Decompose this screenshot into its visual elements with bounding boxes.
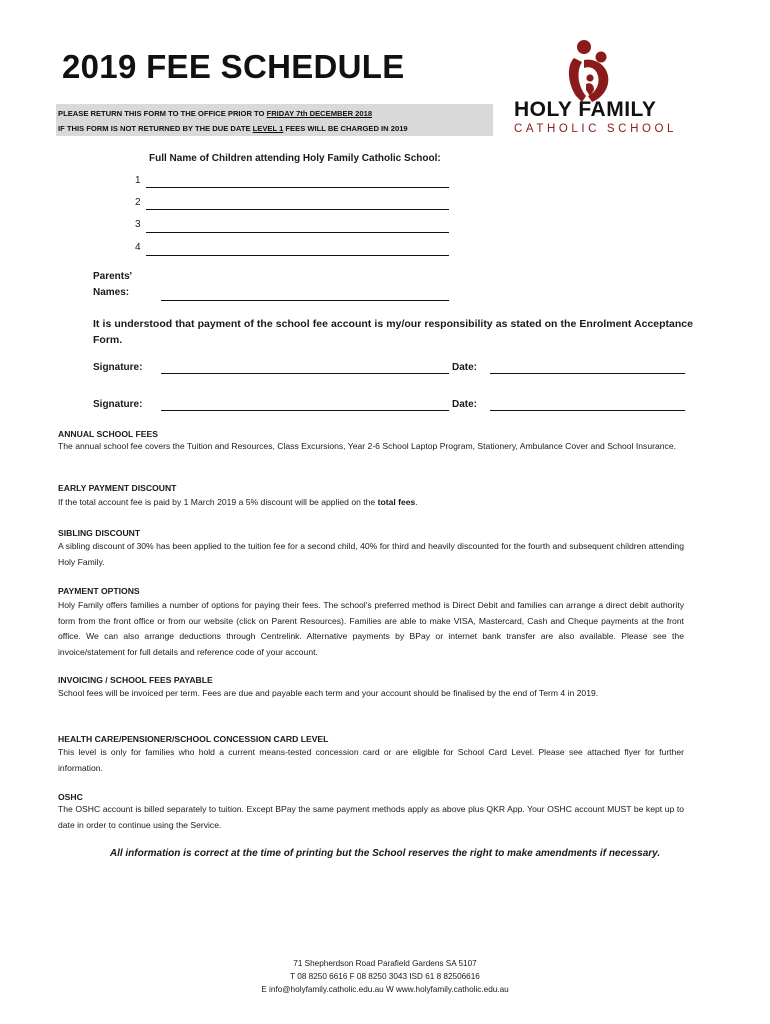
child-name-field-4[interactable]: [146, 255, 449, 256]
holy-family-figure-icon: [560, 38, 620, 106]
child-name-field-2[interactable]: [146, 209, 449, 210]
acknowledgement-text: It is understood that payment of the school fee account is my/our responsibility as stated on the Enrolment Acceptance Form.: [93, 318, 693, 346]
payment-options-body: Holy Family offers families a number of options for paying their fees. The school's preferred method is Direct Debit and families can arrange a direct debit authority form from the front office or from our website (click on Parent Resources). Families are able to make VISA, Mastercard, Cash and Cheque payments at the front office. We can also arrange deductions through Centrelink. Alternative payments by BPay or internet bank transfer are also available. Please see the invoice/statement for full details and reference code of your account.: [58, 600, 684, 657]
signature-label: Signature:: [93, 362, 143, 373]
invoicing-heading: INVOICING / SCHOOL FEES PAYABLE: [58, 675, 213, 685]
child-number: 1: [135, 175, 141, 186]
signature-field-2[interactable]: [161, 410, 449, 411]
child-number: 3: [135, 219, 141, 230]
sibling-discount-heading: SIBLING DISCOUNT: [58, 528, 141, 538]
fee-level: LEVEL 1: [252, 124, 284, 133]
return-notice-line-1: [58, 109, 372, 118]
children-label: Full Name of Children attending Holy Family Catholic School:: [149, 153, 441, 164]
payment-options-heading: PAYMENT OPTIONS: [58, 586, 140, 596]
oshc-body: The OSHC account is billed separately to tuition. Except BPay the same payment methods apply as above plus QKR App. Your OSHC account MUST be kept up to date in order to continue using the Service.: [58, 804, 684, 830]
parents-label-2: Names:: [93, 287, 130, 298]
due-date: FRIDAY 7th DECEMBER 2018: [266, 109, 373, 118]
total-fees-emphasis: total fees: [377, 497, 416, 507]
early-payment-heading: EARLY PAYMENT DISCOUNT: [58, 483, 177, 493]
logo-wordmark: HOLY FAMILY: [514, 98, 657, 121]
early-payment-text: If the total account fee is paid by 1 March 2019 a 5% discount will be applied on the: [58, 497, 378, 507]
concession-body: This level is only for families who hold a current means-tested concession card or are eligible for School Card Level. Please see attached flyer for further information.: [58, 747, 684, 773]
parents-name-field[interactable]: [161, 300, 449, 301]
signature-label: Signature:: [93, 399, 143, 410]
early-payment-suffix: .: [415, 497, 418, 507]
disclaimer: All information is correct at the time of printing but the School reserves the right to make amendments if necessary.: [109, 848, 661, 859]
late-notice-suffix: FEES WILL BE CHARGED IN 2019: [283, 124, 408, 133]
logo-subtitle: CATHOLIC SCHOOL: [514, 123, 678, 135]
date-field-1[interactable]: [490, 373, 685, 374]
early-payment-body: [58, 495, 684, 511]
date-label: Date:: [452, 362, 478, 373]
invoicing-body: School fees will be invoiced per term. Fees are due and payable each term and your account should be finalised by the end of Term 4 in 2019.: [58, 688, 599, 698]
annual-fees-heading: ANNUAL SCHOOL FEES: [58, 429, 158, 439]
concession-heading: HEALTH CARE/PENSIONER/SCHOOL CONCESSION CARD LEVEL: [58, 734, 329, 744]
footer-contact: E info@holyfamily.catholic.edu.au W www.holyfamily.catholic.edu.au: [261, 985, 509, 994]
footer-address: 71 Shepherdson Road Parafield Gardens SA 5107: [293, 959, 477, 968]
sibling-discount-body: A sibling discount of 30% has been applied to the tuition fee for a second child, 40% for third and heavily discounted for the fourth and subsequent children attending Holy Family.: [58, 541, 684, 567]
return-notice-text: PLEASE RETURN THIS FORM TO THE OFFICE PRIOR TO: [58, 109, 267, 118]
return-notice-line-2: [58, 124, 408, 133]
child-name-field-1[interactable]: [146, 187, 449, 188]
signature-field-1[interactable]: [161, 373, 449, 374]
late-notice-text: IF THIS FORM IS NOT RETURNED BY THE DUE DATE: [58, 124, 253, 133]
parents-label: Parents': [93, 271, 133, 282]
date-label: Date:: [452, 399, 478, 410]
page-title: 2019 FEE SCHEDULE: [62, 48, 405, 85]
footer-phone: T 08 8250 6616 F 08 8250 3043 ISD 61 8 82506616: [290, 972, 480, 981]
child-number: 2: [135, 197, 141, 208]
date-field-2[interactable]: [490, 410, 685, 411]
oshc-heading: OSHC: [58, 792, 83, 802]
child-name-field-3[interactable]: [146, 232, 449, 233]
child-number: 4: [135, 242, 141, 253]
annual-fees-body: The annual school fee covers the Tuition and Resources, Class Excursions, Year 2-6 School Laptop Program, Stationery, Ambulance Cover and School Insurance.: [58, 441, 676, 451]
